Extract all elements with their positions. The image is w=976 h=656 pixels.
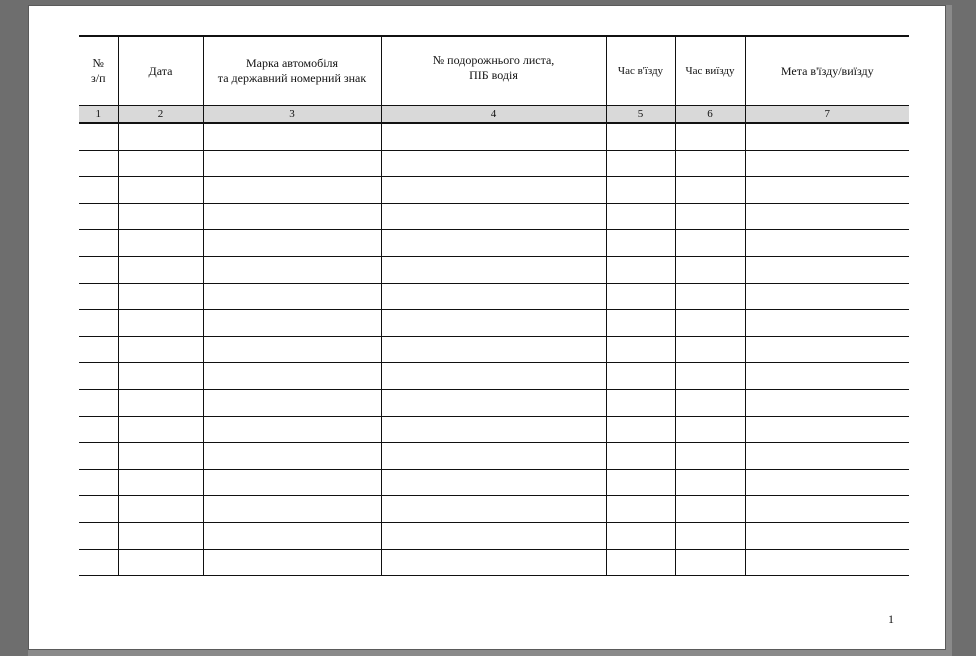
table-cell[interactable]: [675, 177, 745, 204]
table-cell[interactable]: [745, 549, 909, 576]
page-shadow-bottom: [28, 650, 952, 656]
table-cell[interactable]: [118, 177, 203, 204]
table-cell[interactable]: [79, 336, 118, 363]
table-cell[interactable]: [79, 549, 118, 576]
table-cell[interactable]: [606, 389, 675, 416]
table-cell[interactable]: [381, 336, 606, 363]
table-cell[interactable]: [381, 123, 606, 150]
header-car-brand-plate: [203, 36, 381, 106]
table-cell[interactable]: [203, 123, 381, 150]
header-line-1: Дата: [148, 63, 173, 78]
table-cell[interactable]: [118, 150, 203, 177]
table-cell[interactable]: [381, 496, 606, 523]
table-row: [79, 256, 909, 283]
header-line-2: ПІБ водія: [469, 68, 518, 82]
table-cell[interactable]: [745, 150, 909, 177]
table-cell[interactable]: [675, 283, 745, 310]
column-number: 2: [118, 106, 203, 124]
table-cell[interactable]: [745, 522, 909, 549]
table-cell[interactable]: [79, 230, 118, 257]
table-cell[interactable]: [675, 230, 745, 257]
table-cell[interactable]: [381, 549, 606, 576]
page-shadow-right: [946, 5, 952, 650]
table-cell[interactable]: [203, 443, 381, 470]
table-cell[interactable]: [675, 522, 745, 549]
table-cell[interactable]: [381, 177, 606, 204]
table-row: [79, 549, 909, 576]
header-purpose: [745, 36, 909, 106]
table-cell[interactable]: [381, 416, 606, 443]
table-cell[interactable]: [118, 416, 203, 443]
table-cell[interactable]: [118, 363, 203, 390]
table-cell[interactable]: [381, 310, 606, 337]
table-cell[interactable]: [118, 496, 203, 523]
table-row: [79, 336, 909, 363]
table-cell[interactable]: [79, 443, 118, 470]
table-row: [79, 310, 909, 337]
table-cell[interactable]: [606, 150, 675, 177]
header-line-2: та державний номерний знак: [217, 71, 367, 85]
header-line-1: Час в'їзду: [617, 64, 664, 77]
table-cell[interactable]: [118, 443, 203, 470]
column-number: 1: [79, 106, 118, 124]
table-cell[interactable]: [118, 549, 203, 576]
table-cell[interactable]: [606, 443, 675, 470]
column-number: 3: [203, 106, 381, 124]
table-cell[interactable]: [745, 283, 909, 310]
table-cell[interactable]: [203, 177, 381, 204]
table-cell[interactable]: [79, 123, 118, 150]
table-cell[interactable]: [381, 283, 606, 310]
table-row: [79, 496, 909, 523]
table-row: [79, 123, 909, 150]
table-cell[interactable]: [745, 443, 909, 470]
table-cell[interactable]: [79, 177, 118, 204]
table-cell[interactable]: [118, 469, 203, 496]
table-cell[interactable]: [381, 230, 606, 257]
header-line-1: Марка автомобіля: [245, 56, 339, 70]
table-cell[interactable]: [79, 256, 118, 283]
table-cell[interactable]: [79, 416, 118, 443]
table-cell[interactable]: [745, 230, 909, 257]
header-row: [79, 36, 909, 106]
table-cell[interactable]: [203, 203, 381, 230]
table-row: [79, 150, 909, 177]
table-cell[interactable]: [675, 203, 745, 230]
table-cell[interactable]: [606, 522, 675, 549]
column-number: 7: [745, 106, 909, 124]
table-cell[interactable]: [79, 203, 118, 230]
table-cell[interactable]: [203, 256, 381, 283]
table-cell[interactable]: [203, 310, 381, 337]
table-cell[interactable]: [381, 389, 606, 416]
table-cell[interactable]: [745, 256, 909, 283]
table-cell[interactable]: [118, 203, 203, 230]
document-page: [28, 5, 946, 650]
table-cell[interactable]: [745, 363, 909, 390]
table-row: [79, 203, 909, 230]
header-line-1: № подорожнього листа,: [432, 53, 555, 67]
vehicle-entry-log-table: [79, 35, 909, 576]
table-cell[interactable]: [118, 522, 203, 549]
table-cell[interactable]: [675, 469, 745, 496]
table-cell[interactable]: [203, 150, 381, 177]
table-cell[interactable]: [745, 389, 909, 416]
column-number: 6: [675, 106, 745, 124]
table-cell[interactable]: [606, 256, 675, 283]
header-line-1: №: [92, 56, 104, 70]
table-cell[interactable]: [79, 496, 118, 523]
page-number: 1: [888, 612, 894, 626]
table-row: [79, 363, 909, 390]
column-numbering-row: [79, 106, 909, 124]
table-cell[interactable]: [675, 256, 745, 283]
table-cell[interactable]: [675, 549, 745, 576]
table-cell[interactable]: [79, 363, 118, 390]
table-cell[interactable]: [606, 469, 675, 496]
table-row: [79, 522, 909, 549]
table-cell[interactable]: [118, 310, 203, 337]
table-cell[interactable]: [675, 443, 745, 470]
table-cell[interactable]: [675, 150, 745, 177]
table-cell[interactable]: [79, 150, 118, 177]
table-cell[interactable]: [381, 256, 606, 283]
table-cell[interactable]: [606, 177, 675, 204]
table-cell[interactable]: [381, 203, 606, 230]
table-cell[interactable]: [606, 283, 675, 310]
table-cell[interactable]: [606, 203, 675, 230]
table-row: [79, 443, 909, 470]
header-row-number: [79, 36, 118, 106]
table-cell[interactable]: [745, 469, 909, 496]
header-line-1: Час виїзду: [685, 64, 735, 77]
table-cell[interactable]: [745, 416, 909, 443]
table-cell[interactable]: [203, 496, 381, 523]
table-cell[interactable]: [203, 549, 381, 576]
table-cell[interactable]: [79, 283, 118, 310]
table-row: [79, 389, 909, 416]
table-cell[interactable]: [203, 230, 381, 257]
table-cell[interactable]: [381, 469, 606, 496]
header-line-1: Мета в'їзду/виїзду: [780, 63, 874, 78]
table-cell[interactable]: [203, 389, 381, 416]
table-cell[interactable]: [675, 336, 745, 363]
table-cell[interactable]: [203, 469, 381, 496]
table-cell[interactable]: [118, 256, 203, 283]
table-cell[interactable]: [745, 496, 909, 523]
table-cell[interactable]: [118, 283, 203, 310]
table-row: [79, 177, 909, 204]
table-row: [79, 469, 909, 496]
table-cell[interactable]: [203, 416, 381, 443]
table-cell[interactable]: [203, 522, 381, 549]
table-cell[interactable]: [606, 336, 675, 363]
table-cell[interactable]: [745, 123, 909, 150]
table-cell[interactable]: [675, 416, 745, 443]
table-cell[interactable]: [203, 283, 381, 310]
column-number: 4: [381, 106, 606, 124]
column-number: 5: [606, 106, 675, 124]
table-cell[interactable]: [675, 123, 745, 150]
table-cell[interactable]: [79, 389, 118, 416]
table-cell[interactable]: [745, 336, 909, 363]
table-cell[interactable]: [606, 230, 675, 257]
header-exit-time: [675, 36, 745, 106]
table-cell[interactable]: [675, 496, 745, 523]
header-line-2: з/п: [91, 71, 106, 85]
table-cell[interactable]: [381, 443, 606, 470]
table-cell[interactable]: [606, 310, 675, 337]
table-cell[interactable]: [745, 310, 909, 337]
table-cell[interactable]: [606, 416, 675, 443]
table-cell[interactable]: [381, 150, 606, 177]
table-cell[interactable]: [203, 336, 381, 363]
table-cell[interactable]: [381, 363, 606, 390]
table-cell[interactable]: [79, 469, 118, 496]
table-cell[interactable]: [606, 363, 675, 390]
table-cell[interactable]: [606, 549, 675, 576]
table-cell[interactable]: [79, 310, 118, 337]
header-waybill-driver: [381, 36, 606, 106]
header-entry-time: [606, 36, 675, 106]
table-cell[interactable]: [606, 496, 675, 523]
table-cell[interactable]: [675, 389, 745, 416]
table-cell[interactable]: [203, 363, 381, 390]
table-row: [79, 416, 909, 443]
table-cell[interactable]: [606, 123, 675, 150]
table-cell[interactable]: [675, 310, 745, 337]
table-cell[interactable]: [79, 522, 118, 549]
header-date: [118, 36, 203, 106]
table-row: [79, 283, 909, 310]
table-cell[interactable]: [381, 522, 606, 549]
table-cell[interactable]: [118, 336, 203, 363]
table-body: [79, 123, 909, 576]
table-cell[interactable]: [745, 177, 909, 204]
table-cell[interactable]: [675, 363, 745, 390]
table-row: [79, 230, 909, 257]
table-cell[interactable]: [118, 389, 203, 416]
table-cell[interactable]: [745, 203, 909, 230]
table-cell[interactable]: [118, 230, 203, 257]
table-cell[interactable]: [118, 123, 203, 150]
